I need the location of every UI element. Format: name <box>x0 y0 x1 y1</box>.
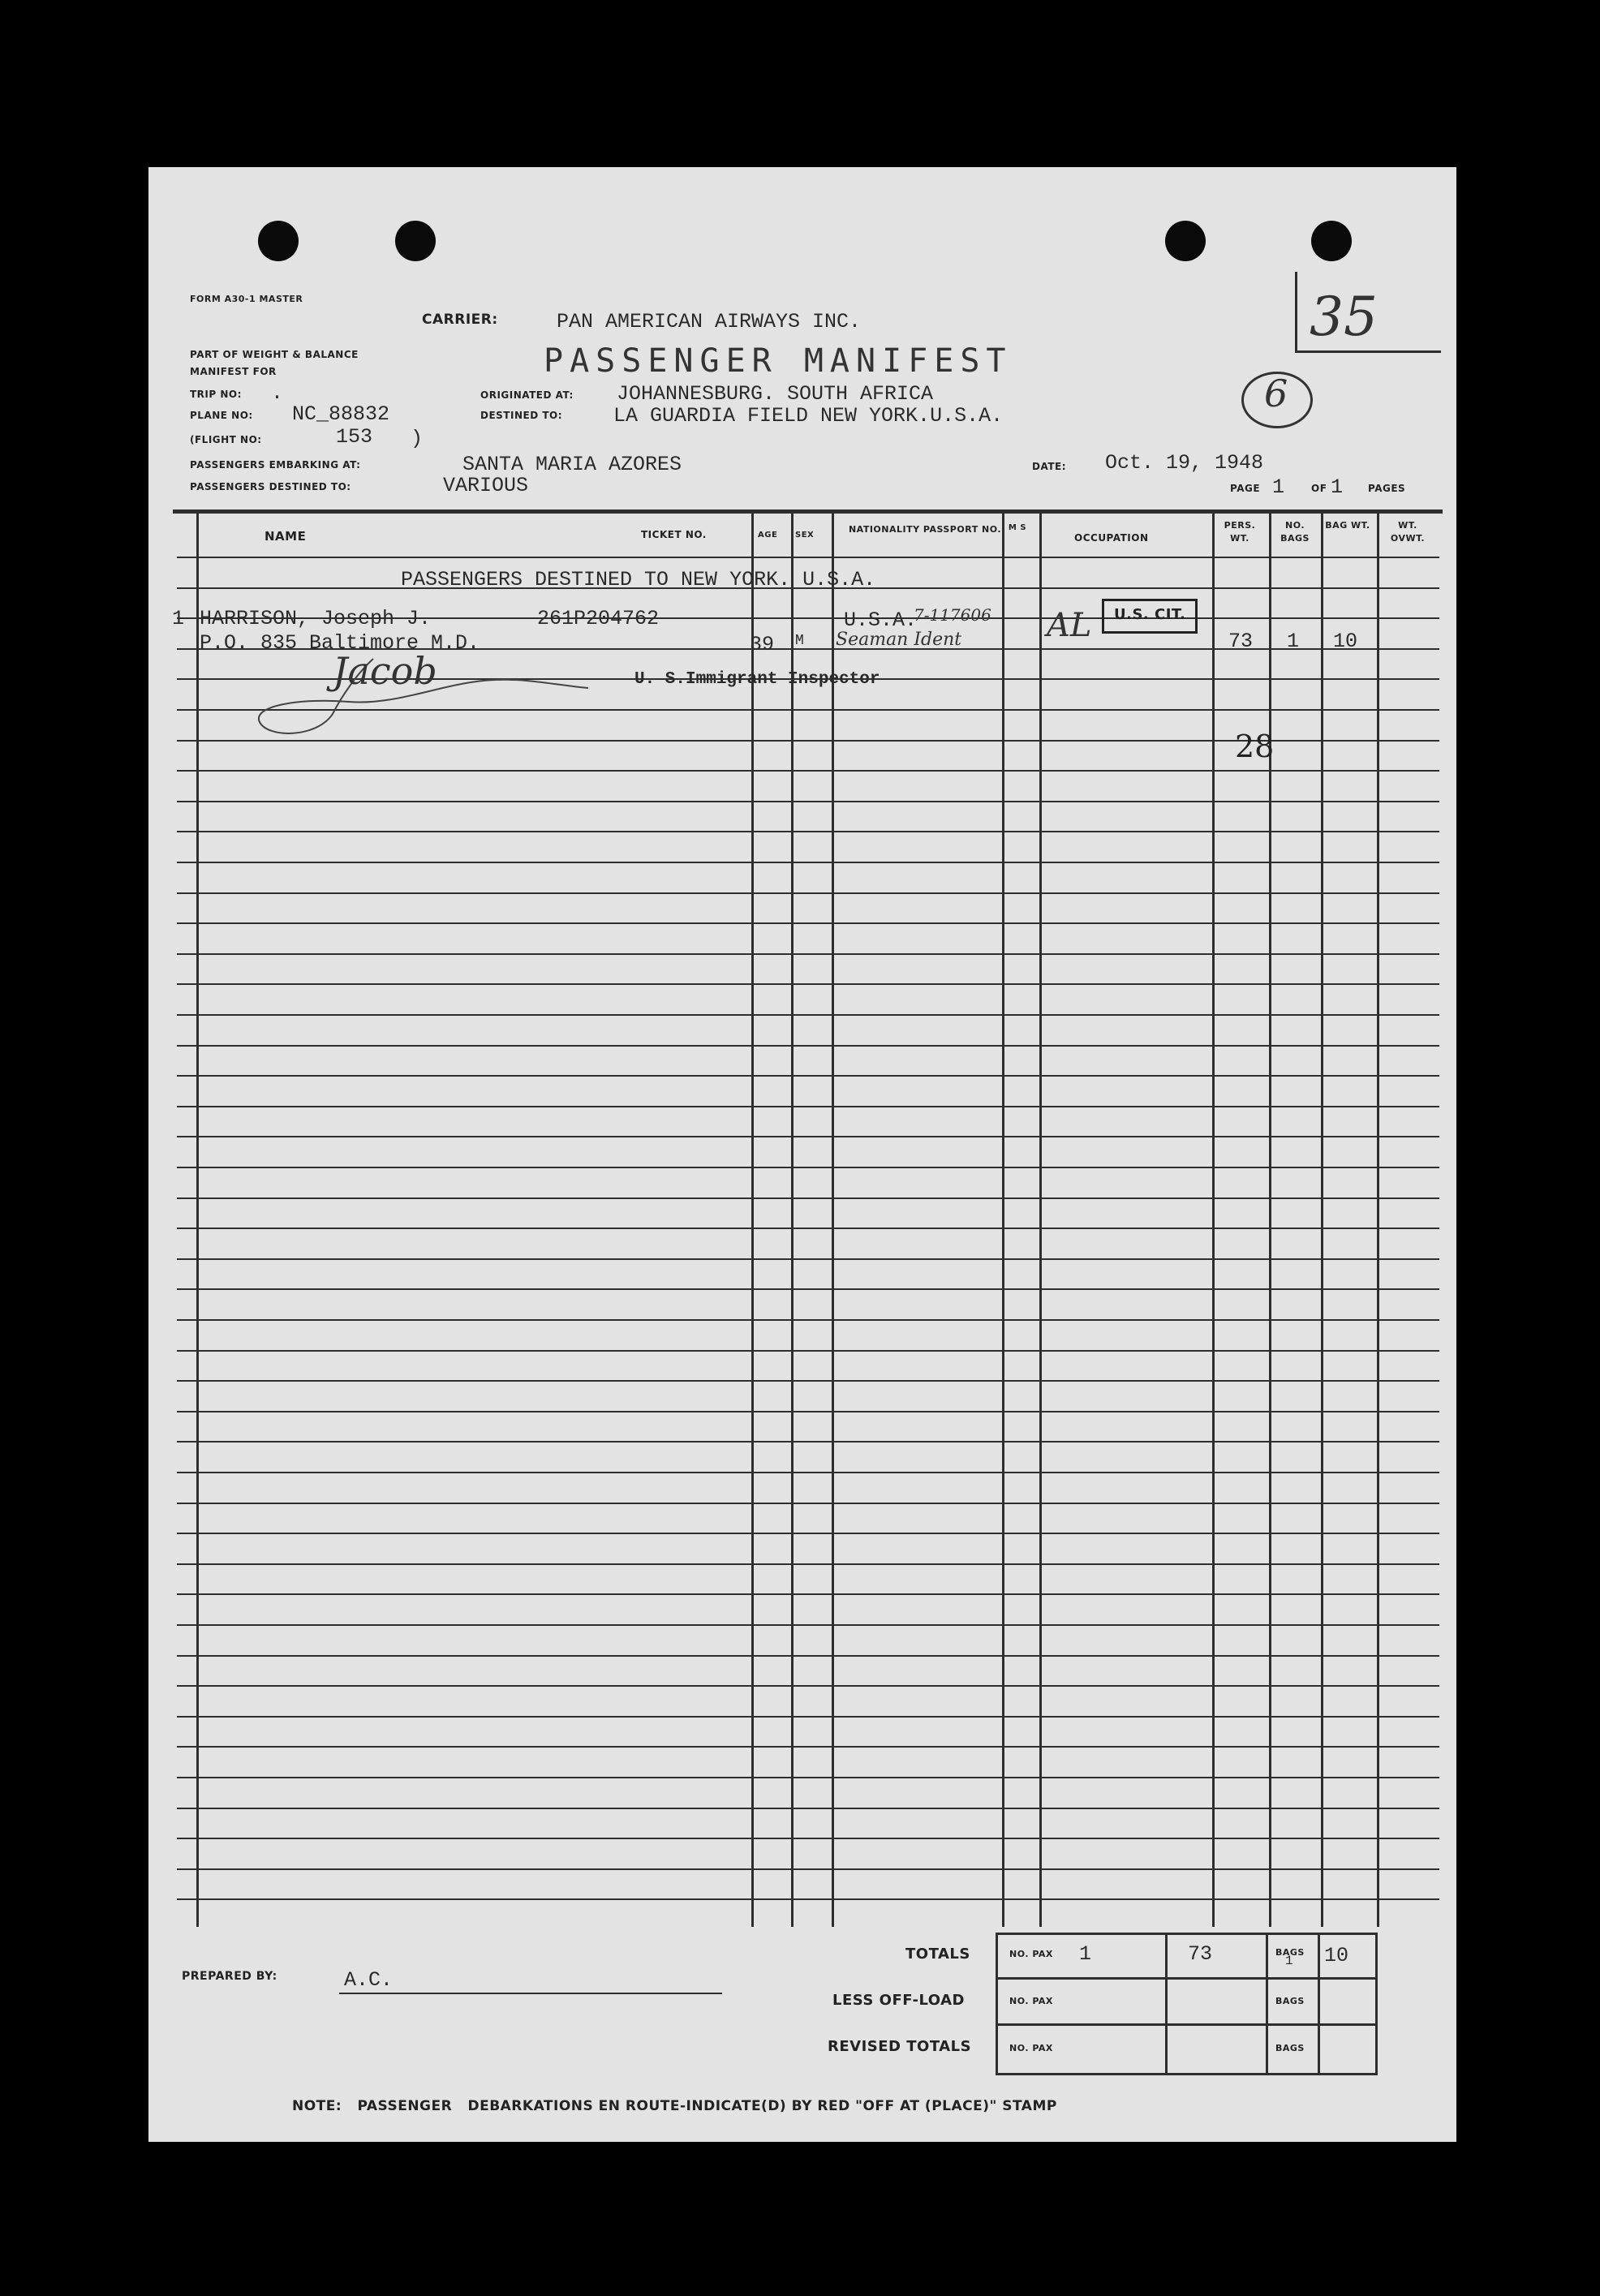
table-row-line <box>177 1746 1439 1748</box>
table-row-line <box>177 1441 1439 1443</box>
bottom-note: NOTE: PASSENGER DEBARKATIONS EN ROUTE-INDICATE(D) BY RED "OFF AT (PLACE)" STAMP <box>292 2098 1057 2114</box>
citizen-stamp: U.S. CIT. <box>1102 599 1198 634</box>
table-column-line <box>791 513 794 1927</box>
table-column-line <box>1321 513 1323 1927</box>
page-number: 35 <box>1310 286 1378 348</box>
table-row-line <box>177 1533 1439 1534</box>
occupation-note: AL <box>1047 607 1092 644</box>
table-row-line <box>177 1777 1439 1778</box>
table-row-line <box>177 1350 1439 1352</box>
form-code: FORM A30-1 MASTER <box>190 294 303 304</box>
table-row-line <box>177 1868 1439 1870</box>
passenger-age: 39 <box>750 633 775 656</box>
table-row-line <box>177 1411 1439 1412</box>
table-column-line <box>832 513 834 1927</box>
revised-totals-label: REVISED TOTALS <box>828 2038 972 2055</box>
originated-label: ORIGINATED AT: <box>480 389 574 401</box>
revised-no-pax-label: NO. PAX <box>1009 2043 1053 2053</box>
flight-close: ) <box>411 427 424 450</box>
prepared-by-line <box>339 1993 722 1994</box>
table-row-line <box>177 831 1439 832</box>
destined-value: LA GUARDIA FIELD NEW YORK.U.S.A. <box>613 404 1004 428</box>
passport-note: 7-117606 <box>914 605 991 625</box>
carrier-value: PAN AMERICAN AIRWAYS INC. <box>557 310 862 333</box>
table-top-border <box>173 510 1443 514</box>
table-row-line <box>177 1167 1439 1168</box>
punch-hole <box>258 221 299 261</box>
punch-hole <box>1311 221 1352 261</box>
table-row-line <box>177 1258 1439 1260</box>
table-row-line <box>177 1685 1439 1687</box>
prepared-by-label: PREPARED BY: <box>182 1970 277 1983</box>
originated-value: JOHANNESBURG. SOUTH AFRICA <box>617 382 934 406</box>
table-row-line <box>177 953 1439 955</box>
page-total: 1 <box>1331 475 1344 499</box>
trip-value: . <box>271 381 284 405</box>
section-heading: PASSENGERS DESTINED TO NEW YORK. U.S.A. <box>401 568 876 591</box>
plane-label: PLANE NO: <box>190 410 253 421</box>
embarking-value: SANTA MARIA AZORES <box>462 453 682 476</box>
flight-label: (FLIGHT NO: <box>190 434 262 445</box>
table-column-line <box>1039 513 1042 1927</box>
date-value: Oct. 19, 1948 <box>1105 451 1264 475</box>
table-column-line <box>1212 513 1215 1927</box>
side-number: 28 <box>1235 729 1275 764</box>
trip-label: TRIP NO: <box>190 389 242 400</box>
table-column-line <box>751 513 754 1927</box>
table-row-line <box>177 1106 1439 1107</box>
page-label: PAGE <box>1230 483 1261 494</box>
flight-value: 153 <box>336 425 373 449</box>
col-sex: SEX <box>795 531 815 540</box>
less-off-load-label: LESS OFF-LOAD <box>832 1992 965 2009</box>
table-row-line <box>177 801 1439 802</box>
table-row-line <box>177 1197 1439 1199</box>
col-age: AGE <box>758 531 778 540</box>
table-row-line <box>177 1319 1439 1321</box>
table-row-line <box>177 1228 1439 1229</box>
passenger-no-bags: 1 <box>1287 630 1300 653</box>
passport-hand-note: Seaman Ident <box>836 630 962 650</box>
table-row-line <box>177 1655 1439 1657</box>
table-row-line <box>177 1808 1439 1809</box>
col-occupation: OCCUPATION <box>1074 532 1149 544</box>
passenger-address: P.O. 835 Baltimore M.D. <box>200 631 480 655</box>
part-of-label: PART OF WEIGHT & BALANCE <box>190 349 359 360</box>
table-column-line <box>196 513 199 1927</box>
col-name: NAME <box>265 529 307 544</box>
table-column-line <box>1002 513 1004 1927</box>
destined-label: DESTINED TO: <box>480 410 563 421</box>
totals-no-pax-label: NO. PAX <box>1009 1949 1053 1959</box>
passenger-name: HARRISON, Joseph J. <box>200 607 432 630</box>
punch-hole <box>395 221 436 261</box>
destined-passengers-label: PASSENGERS DESTINED TO: <box>190 481 351 492</box>
table-row-line <box>177 1472 1439 1473</box>
table-row-line <box>177 922 1439 924</box>
passenger-number: 1 <box>172 607 185 630</box>
page-current: 1 <box>1272 475 1285 499</box>
table-row-line <box>177 1075 1439 1077</box>
col-no-bags: NO. BAGS <box>1280 520 1310 544</box>
totals-no-pax: 1 <box>1079 1942 1092 1966</box>
destined-passengers-value: VARIOUS <box>443 474 529 497</box>
table-column-line <box>1377 513 1379 1927</box>
table-row-line <box>177 1838 1439 1839</box>
date-label: DATE: <box>1032 461 1066 472</box>
table-row-line <box>177 1136 1439 1137</box>
circled-number: 6 <box>1264 372 1288 415</box>
table-row-line <box>177 892 1439 894</box>
table-row-line <box>177 557 1439 558</box>
totals-label: TOTALS <box>905 1946 970 1963</box>
pages-label: PAGES <box>1368 483 1406 494</box>
page-of: OF <box>1311 483 1327 494</box>
table-row-line <box>177 1624 1439 1626</box>
table-row-line <box>177 1503 1439 1504</box>
col-wt-ovwt: WT. OVWT. <box>1390 520 1426 544</box>
totals-bags: 1 <box>1285 1954 1293 1968</box>
table-row-line <box>177 1014 1439 1016</box>
less-bags-label: BAGS <box>1275 1996 1305 2006</box>
table-row-line <box>177 1288 1439 1290</box>
table-row-line <box>177 1380 1439 1382</box>
passenger-pers-wt: 73 <box>1228 630 1254 653</box>
col-nationality: NATIONALITY PASSPORT NO. <box>848 524 1002 535</box>
col-ms: M S <box>1008 523 1027 532</box>
passenger-bag-wt: 10 <box>1333 630 1358 653</box>
passenger-sex: M <box>795 633 804 649</box>
col-bag-wt: BAG WT. <box>1325 520 1370 531</box>
manifest-for-label: MANIFEST FOR <box>190 366 277 377</box>
passenger-ticket: 261P204762 <box>537 607 660 630</box>
table-row-line <box>177 862 1439 863</box>
totals-weight: 73 <box>1188 1942 1213 1966</box>
table-row-line <box>177 770 1439 772</box>
totals-bags-label: BAGS <box>1275 1947 1305 1958</box>
embarking-label: PASSENGERS EMBARKING AT: <box>190 459 361 471</box>
table-column-line <box>1269 513 1271 1927</box>
totals-bag-wt: 10 <box>1324 1944 1349 1967</box>
col-ticket: TICKET NO. <box>641 529 707 540</box>
table-row-line <box>177 1045 1439 1047</box>
manifest-title: PASSENGER MANIFEST <box>544 342 1013 380</box>
plane-value: NC_88832 <box>292 402 390 426</box>
table-row-line <box>177 983 1439 985</box>
revised-bags-label: BAGS <box>1275 2043 1305 2053</box>
table-row-line <box>177 1898 1439 1900</box>
passenger-nationality: U.S.A. <box>844 608 918 632</box>
col-pers-wt: PERS. WT. <box>1224 520 1256 544</box>
table-row-line <box>177 1593 1439 1595</box>
prepared-by-value: A.C. <box>344 1968 394 1992</box>
carrier-label: CARRIER: <box>422 312 498 328</box>
punch-hole <box>1165 221 1206 261</box>
inspector-label: U. S.Immigrant Inspector <box>634 670 880 689</box>
table-row-line <box>177 1716 1439 1718</box>
table-row-line <box>177 1563 1439 1565</box>
less-no-pax-label: NO. PAX <box>1009 1996 1053 2006</box>
inspector-signature: Jacob <box>333 649 437 693</box>
